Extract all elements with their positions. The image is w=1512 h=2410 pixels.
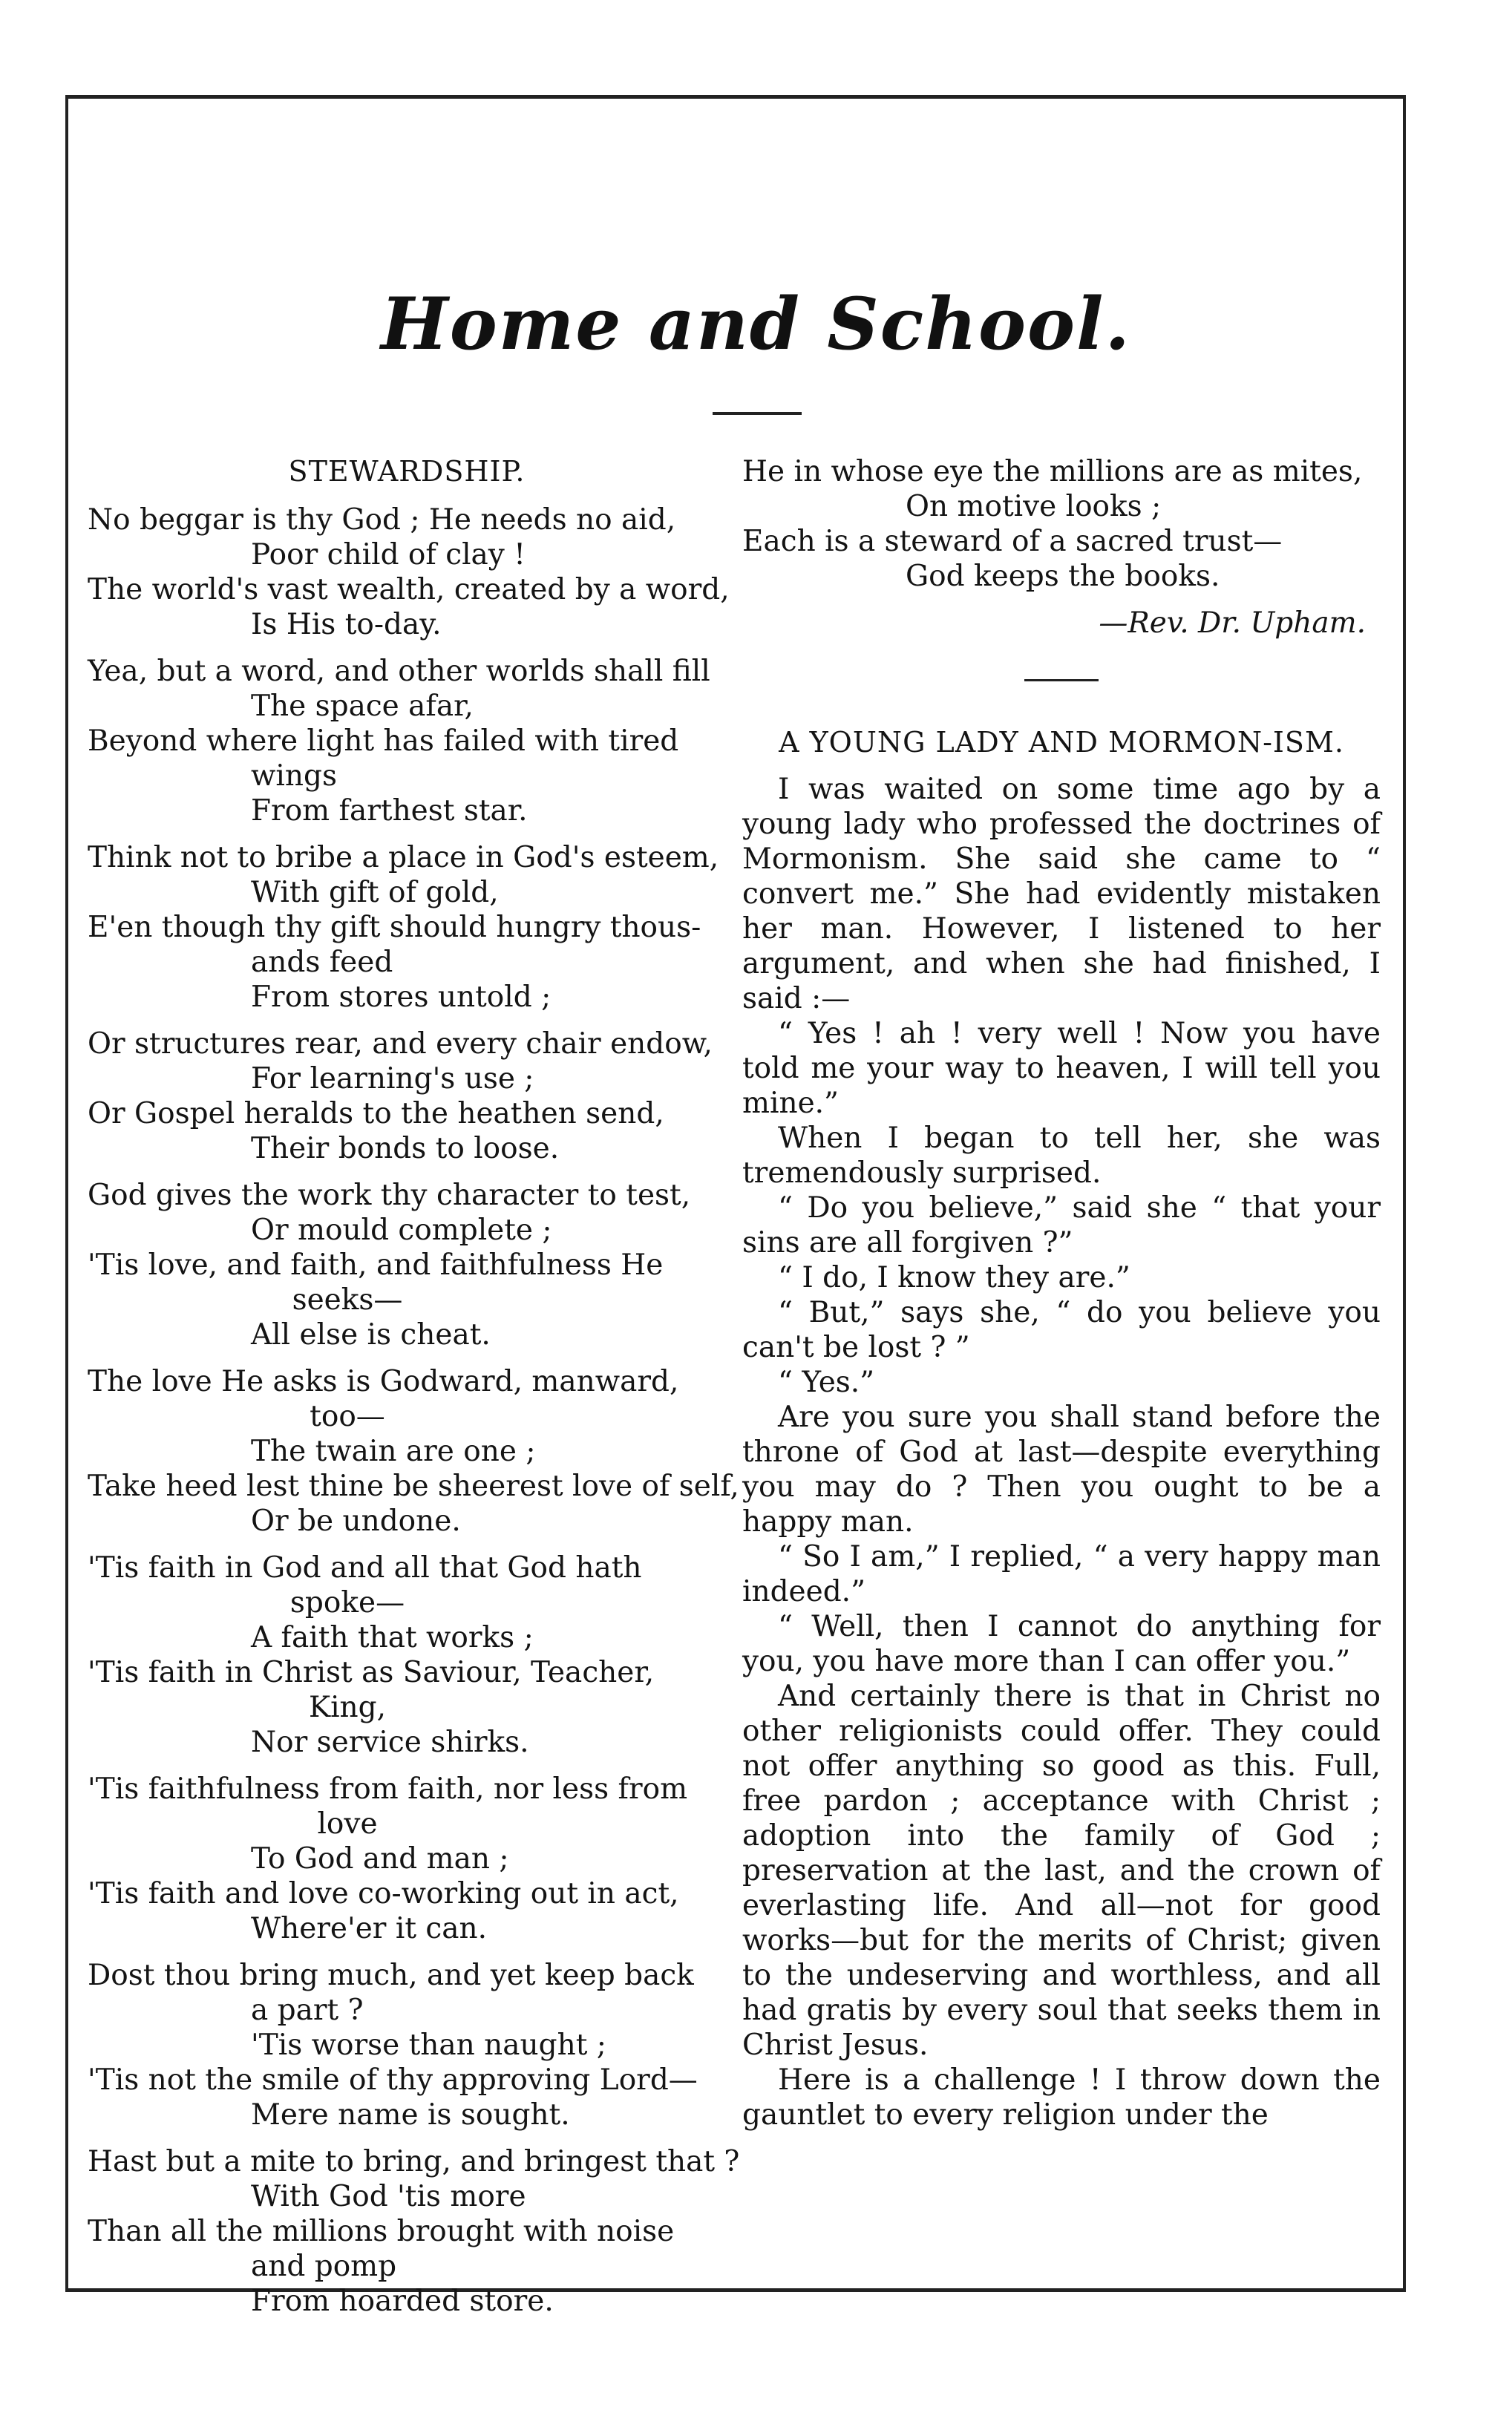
article-paragraph: Are you sure you shall stand before the throne of God at last—despite everything you may do ? Then you ought to be a happy man. [742, 1401, 1381, 1539]
poem-line: Take heed lest thine be sheerest love of self, [88, 1470, 739, 1503]
article-paragraph: “ Yes ! ah ! very well ! Now you have told me your way to heaven, I will tell you mine.” [742, 1017, 1381, 1120]
article-paragraph: “ So I am,” I replied, “ a very happy man indeed.” [742, 1540, 1381, 1608]
article-paragraph: When I began to tell her, she was tremendously surprised. [742, 1121, 1381, 1190]
poem-line: 'Tis faith and love co-working out in act, [88, 1877, 679, 1910]
poem-line: God gives the work thy character to test, [88, 1179, 691, 1212]
poem-line: From hoarded store. [251, 2285, 554, 2318]
poem-line: Is His to-day. [251, 608, 442, 641]
article-paragraph: “ But,” says she, “ do you believe you can't be lost ? ” [742, 1296, 1381, 1364]
poem-line: Or be undone. [251, 1504, 461, 1538]
poem-line: The love He asks is Godward, manward, [88, 1365, 679, 1398]
poem-line: a part ? [251, 1994, 364, 2027]
left-column [88, 454, 740, 2331]
poem-line: love [317, 1807, 378, 1841]
article-paragraph: “ Do you believe,” said she “ that your sins are all forgiven ?” [742, 1191, 1381, 1260]
poem-line: Or structures rear, and every chair endow, [88, 1027, 713, 1061]
masthead-rule [713, 412, 802, 415]
poem-line: Yea, but a word, and other worlds shall fill [88, 655, 710, 688]
poem-line: Dost thou bring much, and yet keep back [88, 1959, 694, 1992]
poem-line: 'Tis not the smile of thy approving Lord— [88, 2063, 698, 2097]
poem-line: To God and man ; [251, 1842, 509, 1876]
poem-line: 'Tis worse than naught ; [251, 2028, 606, 2062]
poem-line: From stores untold ; [251, 980, 552, 1014]
poem-line: Each is a steward of a sacred trust— [742, 525, 1283, 558]
poem-line: Beyond where light has failed with tired [88, 724, 679, 758]
poem-line: King, [308, 1691, 387, 1724]
poem-line: Mere name is sought. [251, 2098, 570, 2132]
left-border-rule [65, 95, 68, 2292]
poem-stanza [88, 1772, 726, 1946]
poem-line: Or Gospel heralds to the heathen send, [88, 1097, 664, 1130]
masthead-title: Home and School. [381, 282, 1131, 366]
poem-stanza [88, 1178, 726, 1352]
article-paragraph: “ Well, then I cannot do anything for you, you have more than I can offer you.” [742, 1610, 1381, 1678]
poem-title: STEWARDSHIP. [288, 455, 526, 488]
poem-line: Think not to bribe a place in God's esteem, [88, 841, 719, 874]
poem-line: ands feed [251, 946, 393, 979]
poem-line: Than all the millions brought with noise [88, 2215, 675, 2248]
poem-stanza [88, 502, 730, 642]
poem-line: 'Tis faith in God and all that God hath [88, 1551, 642, 1585]
poem-line: On motive looks ; [906, 490, 1162, 523]
poem-body [88, 502, 740, 2319]
poem-line: With God 'tis more [251, 2180, 526, 2213]
article-title: A YOUNG LADY AND MORMON-ISM. [779, 726, 1344, 759]
poem-line: A faith that works ; [251, 1621, 534, 1654]
poem-line: wings [251, 759, 337, 793]
poem-continuation [742, 454, 1381, 594]
poem-line: Their bonds to loose. [251, 1132, 560, 1165]
poem-line: From farthest star. [251, 794, 528, 828]
poem-line: 'Tis faith in Christ as Saviour, Teacher, [88, 1656, 655, 1689]
poem-attribution: —Rev. Dr. Upham. [1099, 606, 1366, 640]
poem-line: For learning's use ; [251, 1062, 534, 1096]
poem-line: too— [310, 1400, 385, 1433]
poem-line: God keeps the books. [906, 560, 1220, 593]
article-paragraph: I was waited on some time ago by a young lady who professed the doctrines of Mormonism. She said she came to “ convert me.” She had evidently mistaken her man. However, I listened to her argument, and when she had finished, I said :— [742, 773, 1381, 1015]
article-paragraph: “ Yes.” [778, 1366, 875, 1399]
section-divider [1024, 679, 1099, 681]
poem-line: seeks— [292, 1283, 403, 1317]
top-border-rule [65, 95, 1406, 99]
poem-line: Poor child of clay ! [251, 538, 526, 572]
poem-line: The twain are one ; [251, 1435, 536, 1468]
article-paragraph: “ I do, I know they are.” [778, 1261, 1130, 1294]
poem-line: He in whose eye the millions are as mites, [742, 455, 1363, 488]
poem-stanza [88, 1551, 726, 1760]
poem-stanza [88, 1026, 726, 1166]
poem-stanza [88, 2144, 740, 2319]
poem-line: With gift of gold, [251, 876, 499, 909]
poem-line: 'Tis faithfulness from faith, nor less from [88, 1772, 688, 1806]
poem-line: No beggar is thy God ; He needs no aid, [88, 503, 676, 537]
poem-stanza [742, 454, 1381, 594]
right-column [742, 454, 1381, 2132]
poem-stanza [88, 840, 726, 1015]
article-paragraph: And certainly there is that in Christ no other religionists could offer. They could not offer anything so good as this. Full, free pardon ; acceptance with Christ ; adoption into the family of God ; preservation at the last, and the crown of everlasting life. And all—not for good works—but for the merits of Christ; given to the undeserving and worthless, and all had gratis by every soul that seeks them in Christ Jesus. [742, 1680, 1381, 2062]
poem-line: The space afar, [251, 690, 474, 723]
poem-line: 'Tis love, and faith, and faithfulness He [88, 1248, 664, 1282]
right-border-rule [1403, 95, 1406, 2292]
poem-line: Nor service shirks. [251, 1726, 529, 1759]
poem-line: spoke— [289, 1586, 405, 1620]
poem-line: Or mould complete ; [251, 1214, 552, 1247]
poem-line: The world's vast wealth, created by a word, [88, 573, 730, 606]
article-body [742, 772, 1381, 2132]
poem-line: Hast but a mite to bring, and bringest that ? [88, 2145, 740, 2178]
poem-line: and pomp [251, 2250, 397, 2283]
poem-stanza [88, 654, 726, 828]
poem-line: Where'er it can. [251, 1912, 487, 1945]
poem-stanza [88, 1364, 739, 1539]
article-paragraph: Here is a challenge ! I throw down the gauntlet to every religion under the [742, 2063, 1381, 2132]
poem-line: All else is cheat. [251, 1318, 491, 1352]
poem-stanza [88, 1958, 726, 2132]
poem-line: E'en though thy gift should hungry thous- [88, 911, 701, 944]
